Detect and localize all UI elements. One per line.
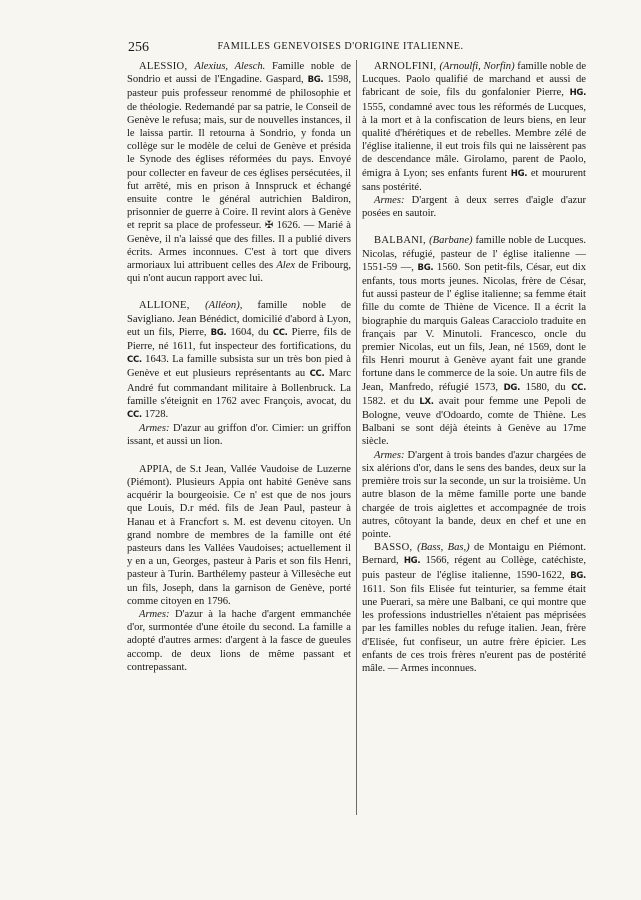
text-segment: et moururent sans postérité. — [362, 167, 586, 193]
it-segment: (Arnoulfi, Norfin) — [439, 61, 515, 72]
tag-segment: CC. — [272, 327, 288, 338]
name-segment: ALLIONE, — [139, 300, 206, 312]
text-segment: Famille noble de Sondrio et aussi de l'Engadine. Gaspard, — [127, 61, 351, 86]
text-segment: 1555, condamné avec tous les réformés de Lucques, à la mort et à la confiscation de leurs biens, en leur qualité d'hérétiques et de rebelles. Membre zélé de l'église italienne, il eut trois fils qui ne laissèrent pas de descendance mâle. Girolamo, parent de Paolo, émigra à Lyon; ses enfants furent — [362, 101, 586, 179]
entry-allione-arms — [127, 422, 351, 448]
tag-segment: BG. — [307, 75, 324, 86]
entry-gap — [127, 285, 351, 299]
text-segment: 1566, régent au Collège, catéchiste, puis pasteur de l'église italienne, 1590-1622, — [362, 555, 587, 581]
entry-balbani — [362, 234, 586, 448]
it-segment: Armes: — [139, 423, 170, 435]
text-segment: APPIA, de S.t Jean, Vallée Vaudoise de Luzerne (Piémont). Plusieurs Appia ont habité Genève sans acquérir la bourgeoisie. Ce n' est que de nos jours que Louis, D.r méd. fils de Jean Paul, pasteur à Hanau et à Francfort s. M. est devenu citoyen. Un grand nombre de membres de la famille ont été pasteurs dans les Vallées Vaudoises; actuellement il y en a un, Georges, pasteur à Paris et son fils Henri, pasteur à Turin. Barthélemy pasteur à Villesèche eut un fils, Joseph, dans la garnison de Genève, porté comme citoyen en 1796. — [127, 463, 351, 607]
tag-segment: HG. — [510, 168, 528, 179]
text-segment: 1604, du — [226, 326, 273, 338]
it-segment: Alexius, Alesch. — [194, 61, 266, 72]
it-segment: Armes: — [139, 608, 170, 620]
text-segment: 1728. — [141, 409, 169, 421]
text-segment: 1598, pasteur puis professeur renommé de philosophie et de théologie. Redemandé par sa patrie, le Conseil de Genève le refusa; mais, sur de nouvelles instances, il le laissa partir. Il retourna à Sondrio, y fonda un collège sur le modèle de celui de Genève et présida le Synode des églises réformées du pays. Envoyé pour collecter en faveur de ces églises persécutées, il fut arrêté, mis en prison à Innspruck et échangé ensuite contre le général autrichien Baldiron, prisonnier de guerre à Coire. Il revint alors à Genève et reprit sa place de professeur. — [127, 74, 351, 232]
name-segment: ALESSIO, — [139, 61, 195, 72]
name-segment: BASSO, — [374, 542, 418, 554]
text-segment: Pierre, fils de Pierre, né 1611, fut inspecteur des fortifications, du — [127, 326, 351, 353]
entry-appia — [127, 463, 351, 608]
column-divider — [356, 60, 357, 815]
it-segment: (Alléon), — [205, 300, 243, 312]
tag-segment: BG. — [417, 262, 434, 273]
page-number: 256 — [128, 40, 149, 55]
text-segment: 1643. La famille subsista sur un très bon pied à Genève et eut plusieurs représentants au — [127, 354, 351, 380]
tag-segment: HG. — [569, 88, 586, 99]
name-segment: ARNOLFINI, — [374, 61, 440, 72]
name-segment: BALBANI, — [374, 235, 430, 247]
text-segment: famille noble de Lucques. Nicolas, réfugié, pasteur de l' église italienne — 1551-59 —, — [362, 235, 586, 273]
tag-segment: BG. — [570, 570, 586, 581]
running-title: FAMILLES GENEVOISES D'ORIGINE ITALIENNE. — [217, 41, 464, 52]
it-segment: (Barbane) — [429, 235, 473, 247]
right-column — [362, 60, 586, 675]
tag-segment: DG. — [503, 382, 521, 393]
entry-alessio — [127, 60, 351, 285]
text-segment: Marc André fut commandant militaire à Bollenbruck. La famille s'éteignit en 1762 avec François, avocat, du — [127, 368, 352, 407]
text-segment: D'argent à trois bandes d'azur chargées de six alérions d'or, dans le sens des bandes, deux sur la première trois sur la seconde, un sur la troisième. Un autre blason de la même famille porte une bande chargée de trois aiglettes et accompagnée de trois autres, côtoyant la bande, deux en chef et une en pointe. — [362, 449, 586, 540]
entry-gap — [127, 449, 351, 463]
it-segment: Alex — [276, 260, 296, 272]
text-segment: 1611. Son fils Elisée fut teinturier, sa femme était une Puerari, sa mère une Balbani, ce qui montre que les professions industrielles n'étaient pas méprisées par les familles nobles du refuge italien. Jean, frère d'Elisée, fut confiseur, un autre frère épicier. Les enfants de ces trois frères n'eurent pas de postérité mâle. — Armes inconnues. — [362, 583, 586, 674]
tag-segment: CC. — [309, 369, 325, 380]
text-segment: 1582. et du — [362, 395, 420, 407]
it-segment: Armes: — [374, 449, 405, 461]
text-segment: D'azur à la hache d'argent emmanchée d'or, surmontée d'une étoile du second. La famille a adopté d'autres armes: d'argent à la fasce de gueules accomp. de deux lions de même passant et contrepassant. — [127, 608, 351, 673]
it-segment: Armes: — [374, 195, 405, 207]
tag-segment: CC. — [127, 410, 142, 421]
text-segment: famille noble de Savigliano. Jean Bénédict, domicilié d'abord à Lyon, eut un fils, Pierre, — [127, 300, 351, 338]
tag-segment: CC. — [571, 382, 586, 393]
tag-segment: HG. — [403, 556, 421, 567]
tag-segment: LX. — [419, 396, 434, 407]
text-segment: famille noble de Lucques. Paolo qualifié de marchand et aussi de fabricant de soie, fils du gonfalonier Pierre, — [362, 61, 586, 99]
text-segment: D'argent à deux serres d'aigle d'azur posées en sautoir. — [362, 195, 586, 220]
text-segment: D'azur au griffon d'or. Cimier: un griffon issant, et aussi un lion. — [127, 423, 351, 448]
text-segment: de Fribourg, qui n'ont aucun rapport avec lui. — [127, 260, 351, 285]
tag-segment: BG. — [210, 327, 227, 338]
left-column — [127, 60, 351, 674]
entry-arnolfini-arms — [362, 194, 586, 220]
text-segment: de Montaigu en Piémont. Bernard, — [362, 542, 587, 567]
text-segment: avait pour femme une Pepoli de Bologne, veuve d'Odoardo, comte de Thiène. Les Balbani se sont déjà éteints à Genève au 17me siècle. — [362, 395, 586, 448]
text-segment: 1626. — Marié à Genève, il n'a laissé que des filles. Il a publié divers écrits. Armes inconnues. C'est à tort que divers armoriaux lui attribuent celles des — [127, 220, 351, 272]
entry-arnolfini — [362, 60, 586, 194]
entry-basso — [362, 541, 586, 675]
page-header — [128, 40, 511, 58]
cross-segment: ✠ — [264, 220, 274, 232]
entry-allione — [127, 299, 351, 422]
text-segment: 1560. Son petit-fils, César, eut dix enfants, tous morts jeunes. Nicolas, frère de César, fut aussi pasteur de l' église italienne; sa femme était fille du comte de Thiène de Vicence. Il a écrit la biographie du marquis Galeas Caracciolo traduite en français par V. Minutoli. Francesco, oncle du premier Nicolas, eut un fils, Jean, né 1569, dont le fils Henri mourut à Genève ayant fait une grande fortune dans le commerce de la soie. Un autre fils de Jean, Manfredo, réfugié 1573, — [362, 261, 586, 393]
entry-gap — [362, 220, 586, 234]
it-segment: (Bass, Bas,) — [417, 542, 470, 554]
tag-segment: CC. — [127, 355, 142, 366]
entry-balbani-arms — [362, 449, 586, 541]
entry-appia-arms — [127, 608, 351, 674]
text-segment: 1580, du — [520, 381, 572, 393]
